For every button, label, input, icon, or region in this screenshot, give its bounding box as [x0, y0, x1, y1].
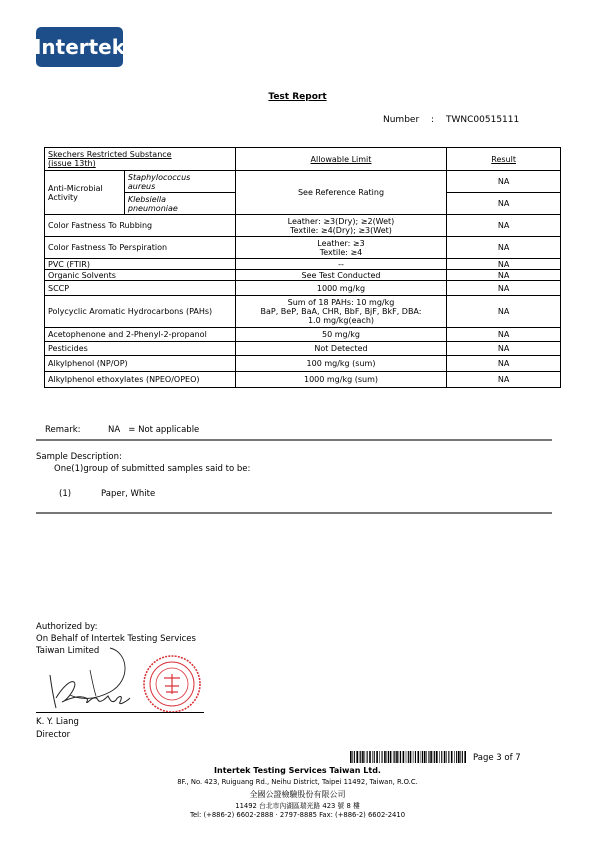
barcode-bar — [439, 751, 440, 763]
barcode-bar — [374, 751, 375, 763]
signature-line — [36, 712, 204, 713]
org1-line1: Staphylococcus — [127, 172, 191, 182]
barcode-bar — [426, 751, 427, 763]
row-limit-line: 50 mg/kg — [321, 330, 360, 339]
footer-chinese-name: 全國公證檢驗股份有限公司 — [249, 790, 346, 799]
row-substance: Acetophenone and 2-Phenyl-2-propanol — [45, 328, 236, 342]
table-row — [45, 342, 561, 356]
barcode-bar — [446, 751, 447, 763]
barcode-bar — [390, 751, 392, 763]
anti-microbial-label — [45, 171, 125, 215]
header-substance-line2: (issue 13th) — [48, 159, 96, 168]
sample-item: Paper, White — [101, 489, 156, 499]
barcode-bar — [458, 751, 460, 763]
report-title: Test Report — [268, 92, 327, 102]
barcode-bar — [365, 751, 366, 763]
barcode-bar — [356, 751, 358, 763]
row-limit-line: Leather: ≥3(Dry); ≥2(Wet) — [287, 216, 395, 226]
organism-2 — [124, 193, 235, 215]
row-limit — [235, 281, 447, 296]
barcode-bar — [410, 751, 412, 763]
barcode-bar — [454, 751, 455, 763]
header-limit — [235, 148, 447, 171]
barcode-bar — [433, 751, 434, 763]
row-result: NA — [447, 270, 561, 281]
barcode-bar — [359, 751, 360, 763]
company-limited: Taiwan Limited — [36, 646, 100, 656]
footer-contact: Tel: (+886-2) 6602-2888 · 2797-8885 Fax: (+886-2) 6602-2410 — [189, 811, 406, 819]
barcode-bar — [408, 751, 409, 763]
barcode-bar — [422, 751, 423, 763]
row-substance: Alkylphenol (NP/OP) — [45, 356, 236, 372]
row-substance: PVC (FTIR) — [45, 259, 236, 270]
barcode-bar — [403, 751, 405, 763]
row-limit-line: Sum of 18 PAHs: 10 mg/kg — [287, 298, 395, 307]
organism-1 — [124, 171, 235, 193]
footer-address: 8F., No. 423, Ruiguang Rd., Neihu District, Taipei 11492, Taiwan, R.O.C. — [177, 778, 418, 786]
barcode-bar — [376, 751, 378, 763]
header-result — [447, 148, 561, 171]
remark-label: Remark: — [45, 425, 81, 435]
number-colon: : — [431, 115, 435, 125]
intertek-logo — [33, 27, 126, 67]
anti-limit: See Reference Rating — [235, 171, 447, 215]
barcode-bar — [379, 751, 380, 763]
barcode-bar — [382, 751, 383, 763]
row-substance: SCCP — [45, 281, 236, 296]
row-limit-line: 100 mg/kg (sum) — [306, 359, 376, 368]
table-rows — [45, 215, 561, 388]
header-substance — [45, 148, 236, 171]
barcode-bar — [456, 751, 457, 763]
row-limit-line: 1000 mg/kg — [316, 283, 366, 293]
header-limit-text: Allowable Limit — [310, 154, 372, 164]
table-row — [45, 259, 561, 270]
barcode-bar — [393, 751, 394, 763]
divider-1 — [36, 439, 552, 441]
row-limit — [235, 328, 447, 342]
barcode-bar — [413, 751, 414, 763]
row-limit — [235, 259, 447, 270]
anti-label-line2: Activity — [48, 192, 78, 202]
number-label: Number — [383, 115, 420, 125]
row-result: NA — [447, 281, 561, 296]
barcode-bar — [464, 751, 466, 763]
row-limit — [235, 372, 447, 388]
row-limit-line: Not Detected — [314, 344, 368, 353]
row-limit-line: See Test Conducted — [301, 270, 381, 280]
signatory-name: K. Y. Liang — [36, 717, 79, 727]
table-header-row — [45, 148, 561, 171]
row-limit — [235, 270, 447, 281]
row-substance: Pesticides — [45, 342, 236, 356]
sample-heading: Sample Description: — [36, 452, 122, 462]
row-substance: Color Fastness To Rubbing — [45, 215, 236, 237]
barcode-bar — [451, 751, 453, 763]
table-row — [45, 270, 561, 281]
anti-result-2: NA — [447, 193, 561, 215]
row-limit — [235, 237, 447, 259]
barcode-bar — [367, 751, 368, 763]
row-substance: Polycyclic Aromatic Hydrocarbons (PAHs) — [45, 296, 236, 328]
barcode-bar — [362, 751, 364, 763]
row-result: NA — [447, 328, 561, 342]
barcode-bar — [394, 751, 395, 763]
report-number: TWNC00515111 — [446, 115, 520, 125]
row-limit — [235, 215, 447, 237]
remark-text: NA = Not applicable — [108, 425, 200, 435]
barcode-bar — [428, 751, 429, 763]
barcode-bar — [448, 751, 449, 763]
row-result: NA — [447, 296, 561, 328]
barcode-bar — [399, 751, 400, 763]
row-result: NA — [447, 259, 561, 270]
authorized-by: Authorized by: — [36, 622, 98, 632]
header-substance-line1: Skechers Restricted Substance — [48, 150, 172, 159]
table-row — [45, 237, 561, 259]
barcode-bar — [424, 751, 426, 763]
row-result: NA — [447, 215, 561, 237]
barcode-bar — [387, 751, 388, 763]
company-stamp — [142, 654, 202, 714]
anti-result-1: NA — [447, 171, 561, 193]
barcode-bar — [460, 751, 461, 763]
barcode-bar — [354, 751, 355, 763]
row-result: NA — [447, 342, 561, 356]
row-substance: Alkylphenol ethoxylates (NPEO/OPEO) — [45, 372, 236, 388]
barcode-bar — [444, 751, 446, 763]
row-limit-line: BaP, BeP, BaA, CHR, BbF, BjF, BkF, DBA: — [260, 307, 422, 316]
table-row — [45, 328, 561, 342]
row-limit-line: 1000 mg/kg (sum) — [303, 375, 378, 384]
divider-2 — [36, 512, 552, 514]
table-row — [45, 281, 561, 296]
barcode-bar — [418, 751, 420, 763]
row-result: NA — [447, 372, 561, 388]
page-number: Page 3 of 7 — [473, 753, 521, 763]
row-limit-line: Leather: ≥3 — [317, 238, 365, 248]
table-row — [45, 372, 561, 388]
results-table — [44, 147, 561, 388]
row-limit-line: 1.0 mg/kg(each) — [307, 316, 375, 325]
table-row — [45, 296, 561, 328]
row-result: NA — [447, 356, 561, 372]
barcode-bar — [400, 751, 401, 763]
row-substance: Organic Solvents — [45, 270, 236, 281]
signatory-title: Director — [36, 730, 71, 740]
on-behalf-of: On Behalf of Intertek Testing Services — [36, 634, 196, 644]
barcode-bar — [384, 751, 386, 763]
row-limit-line: Textile: ≥4 — [319, 247, 363, 257]
table-row — [45, 356, 561, 372]
footer-chinese-address: 11492 台北市內湖區瑞光路 423 號 8 樓 — [235, 802, 360, 810]
row-limit-line: -- — [338, 259, 344, 269]
row-limit — [235, 342, 447, 356]
barcode-bar — [421, 751, 422, 763]
org2-line2: pneumoniae — [127, 203, 178, 213]
barcode-bar — [462, 751, 463, 763]
barcode-bar — [352, 751, 353, 763]
sample-index: (1) — [59, 489, 72, 499]
org1-line2: aureus — [127, 181, 156, 191]
anti-label-line1: Anti-Microbial — [48, 183, 103, 193]
footer-company: Intertek Testing Services Taiwan Ltd. — [214, 766, 381, 775]
header-result-text: Result — [491, 154, 516, 164]
row-limit — [235, 356, 447, 372]
barcode-bar — [406, 751, 407, 763]
barcode-image — [350, 751, 466, 763]
org2-line1: Klebsiella — [127, 194, 167, 204]
sample-intro: One(1)group of submitted samples said to be: — [54, 464, 251, 474]
row-substance: Color Fastness To Perspiration — [45, 237, 236, 259]
barcode-bar — [388, 751, 389, 763]
table-row — [45, 215, 561, 237]
barcode-bar — [415, 751, 416, 763]
barcode-bar — [436, 751, 438, 763]
table-row — [45, 171, 561, 193]
signature-image — [40, 640, 150, 720]
barcode-bar — [434, 751, 435, 763]
barcode-bar — [350, 751, 352, 763]
row-limit — [235, 296, 447, 328]
barcode-bar — [430, 751, 432, 763]
barcode-bar — [360, 751, 361, 763]
barcode-bar — [441, 751, 442, 763]
barcode-bar — [369, 751, 371, 763]
barcode-bar — [372, 751, 373, 763]
logo-text: Intertek — [33, 35, 126, 59]
row-limit-line: Textile: ≥4(Dry); ≥3(Wet) — [290, 225, 392, 235]
barcode-bar — [396, 751, 398, 763]
row-result: NA — [447, 237, 561, 259]
